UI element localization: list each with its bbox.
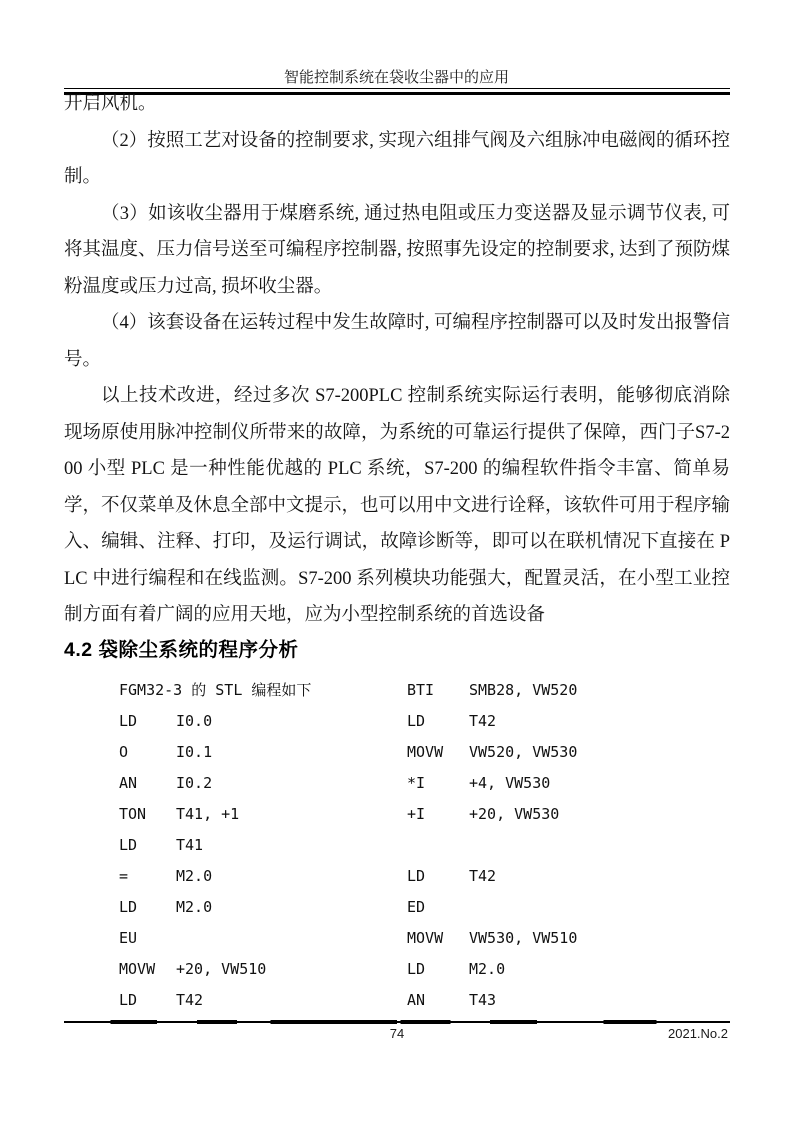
stl-operand: I0.2 [176, 773, 213, 792]
paragraph-item-4: （4）该套设备在运转过程中发生故障时, 可编程序控制器可以及时发出报警信号。 [64, 313, 731, 370]
stl-operand: VW520, VW530 [469, 742, 578, 761]
stl-row [119, 892, 730, 923]
stl-row [119, 954, 730, 985]
stl-opcode: EU [119, 929, 138, 948]
issue-label: 2021.No.2 [668, 1026, 728, 1041]
stl-operand: T41 [176, 836, 204, 855]
stl-operand: M2.0 [176, 867, 213, 886]
stl-operand: +20, VW510 [176, 960, 267, 979]
stl-operand: T42 [469, 711, 497, 730]
stl-row [119, 985, 730, 1016]
stl-opcode: LD [119, 711, 138, 730]
stl-opcode: MOVW [407, 742, 444, 761]
stl-opcode: AN [407, 991, 426, 1010]
stl-operand: M2.0 [469, 960, 506, 979]
stl-opcode: = [119, 867, 129, 886]
stl-opcode: +I [407, 804, 426, 823]
stl-row [119, 923, 730, 954]
stl-opcode: LD [407, 867, 426, 886]
stl-opcode: LD [119, 991, 138, 1010]
stl-opcode: MOVW [119, 960, 156, 979]
stl-opcode: ED [407, 898, 426, 917]
stl-row [119, 705, 730, 736]
stl-intro-label: FGM32-3 的 STL 编程如下 [119, 681, 312, 700]
stl-opcode: LD [119, 836, 138, 855]
stl-operand: SMB28, VW520 [469, 680, 578, 699]
stl-operand: T42 [469, 867, 497, 886]
stl-opcode: O [119, 742, 129, 761]
stl-operand: T42 [176, 991, 204, 1010]
stl-row [119, 674, 730, 705]
paragraph-item-2: （2）按照工艺对设备的控制要求, 实现六组排气阀及六组脉冲电磁阀的循环控制。 [64, 130, 731, 187]
stl-operand: VW530, VW510 [469, 929, 578, 948]
stl-row [119, 798, 730, 829]
stl-operand: M2.0 [176, 898, 213, 917]
paragraph-summary: 以上技术改进，经过多次 S7-200PLC 控制系统实际运行表明，能够彻底消除现场原使用脉冲控制仪所带来的故障，为系统的可靠运行提供了保障，西门子S7-200 小型 PLC 是一种性能优越的 PLC 系统，S7-200 的编程软件指令丰富、简单易学，不仅菜单及休息全部中文提示，也可以用中文进行诠释，该软件可用于程序输入、编辑、注释、打印，及运行调试，故障诊断等，即可以在联机情况下直接在 PLC 中进行编程和在线监测。S7-200 系列模块功能强大，配置灵活，在小型工业控制方面有着广阔的应用天地，应为小型控制系统的首选设备 [64, 386, 731, 625]
stl-opcode: *I [407, 773, 426, 792]
stl-opcode: LD [119, 898, 138, 917]
stl-code-listing [64, 674, 730, 1016]
stl-operand: +20, VW530 [469, 804, 560, 823]
running-title: 智能控制系统在袋收尘器中的应用 [283, 70, 509, 86]
stl-row [119, 829, 730, 860]
stl-operand: +4, VW530 [469, 773, 551, 792]
paragraph-item-3: （3）如该收尘器用于煤磨系统, 通过热电阻或压力变送器及显示调节仪表, 可将其温度、压力信号送至可编程序控制器, 按照事先设定的控制要求, 达到了预防煤粉温度或压力过高, 损坏收尘器。 [64, 203, 731, 297]
section-heading: 4.2 袋除尘系统的程序分析 [64, 639, 299, 661]
stl-row [119, 861, 730, 892]
stl-opcode: LD [407, 960, 426, 979]
stl-opcode: TON [119, 804, 147, 823]
stl-operand: T41, +1 [176, 804, 240, 823]
page-number: 74 [389, 1026, 405, 1041]
stl-operand: I0.1 [176, 742, 213, 761]
stl-operand: I0.0 [176, 711, 213, 730]
stl-opcode: MOVW [407, 929, 444, 948]
stl-opcode: LD [407, 711, 426, 730]
stl-row [119, 767, 730, 798]
footer-rule [64, 1020, 730, 1024]
paragraph-continuation: 开启风机。 [64, 94, 157, 114]
body-text [64, 86, 730, 634]
stl-row [119, 736, 730, 767]
stl-opcode: AN [119, 773, 138, 792]
stl-operand: T43 [469, 991, 497, 1010]
stl-opcode: BTI [407, 680, 435, 699]
